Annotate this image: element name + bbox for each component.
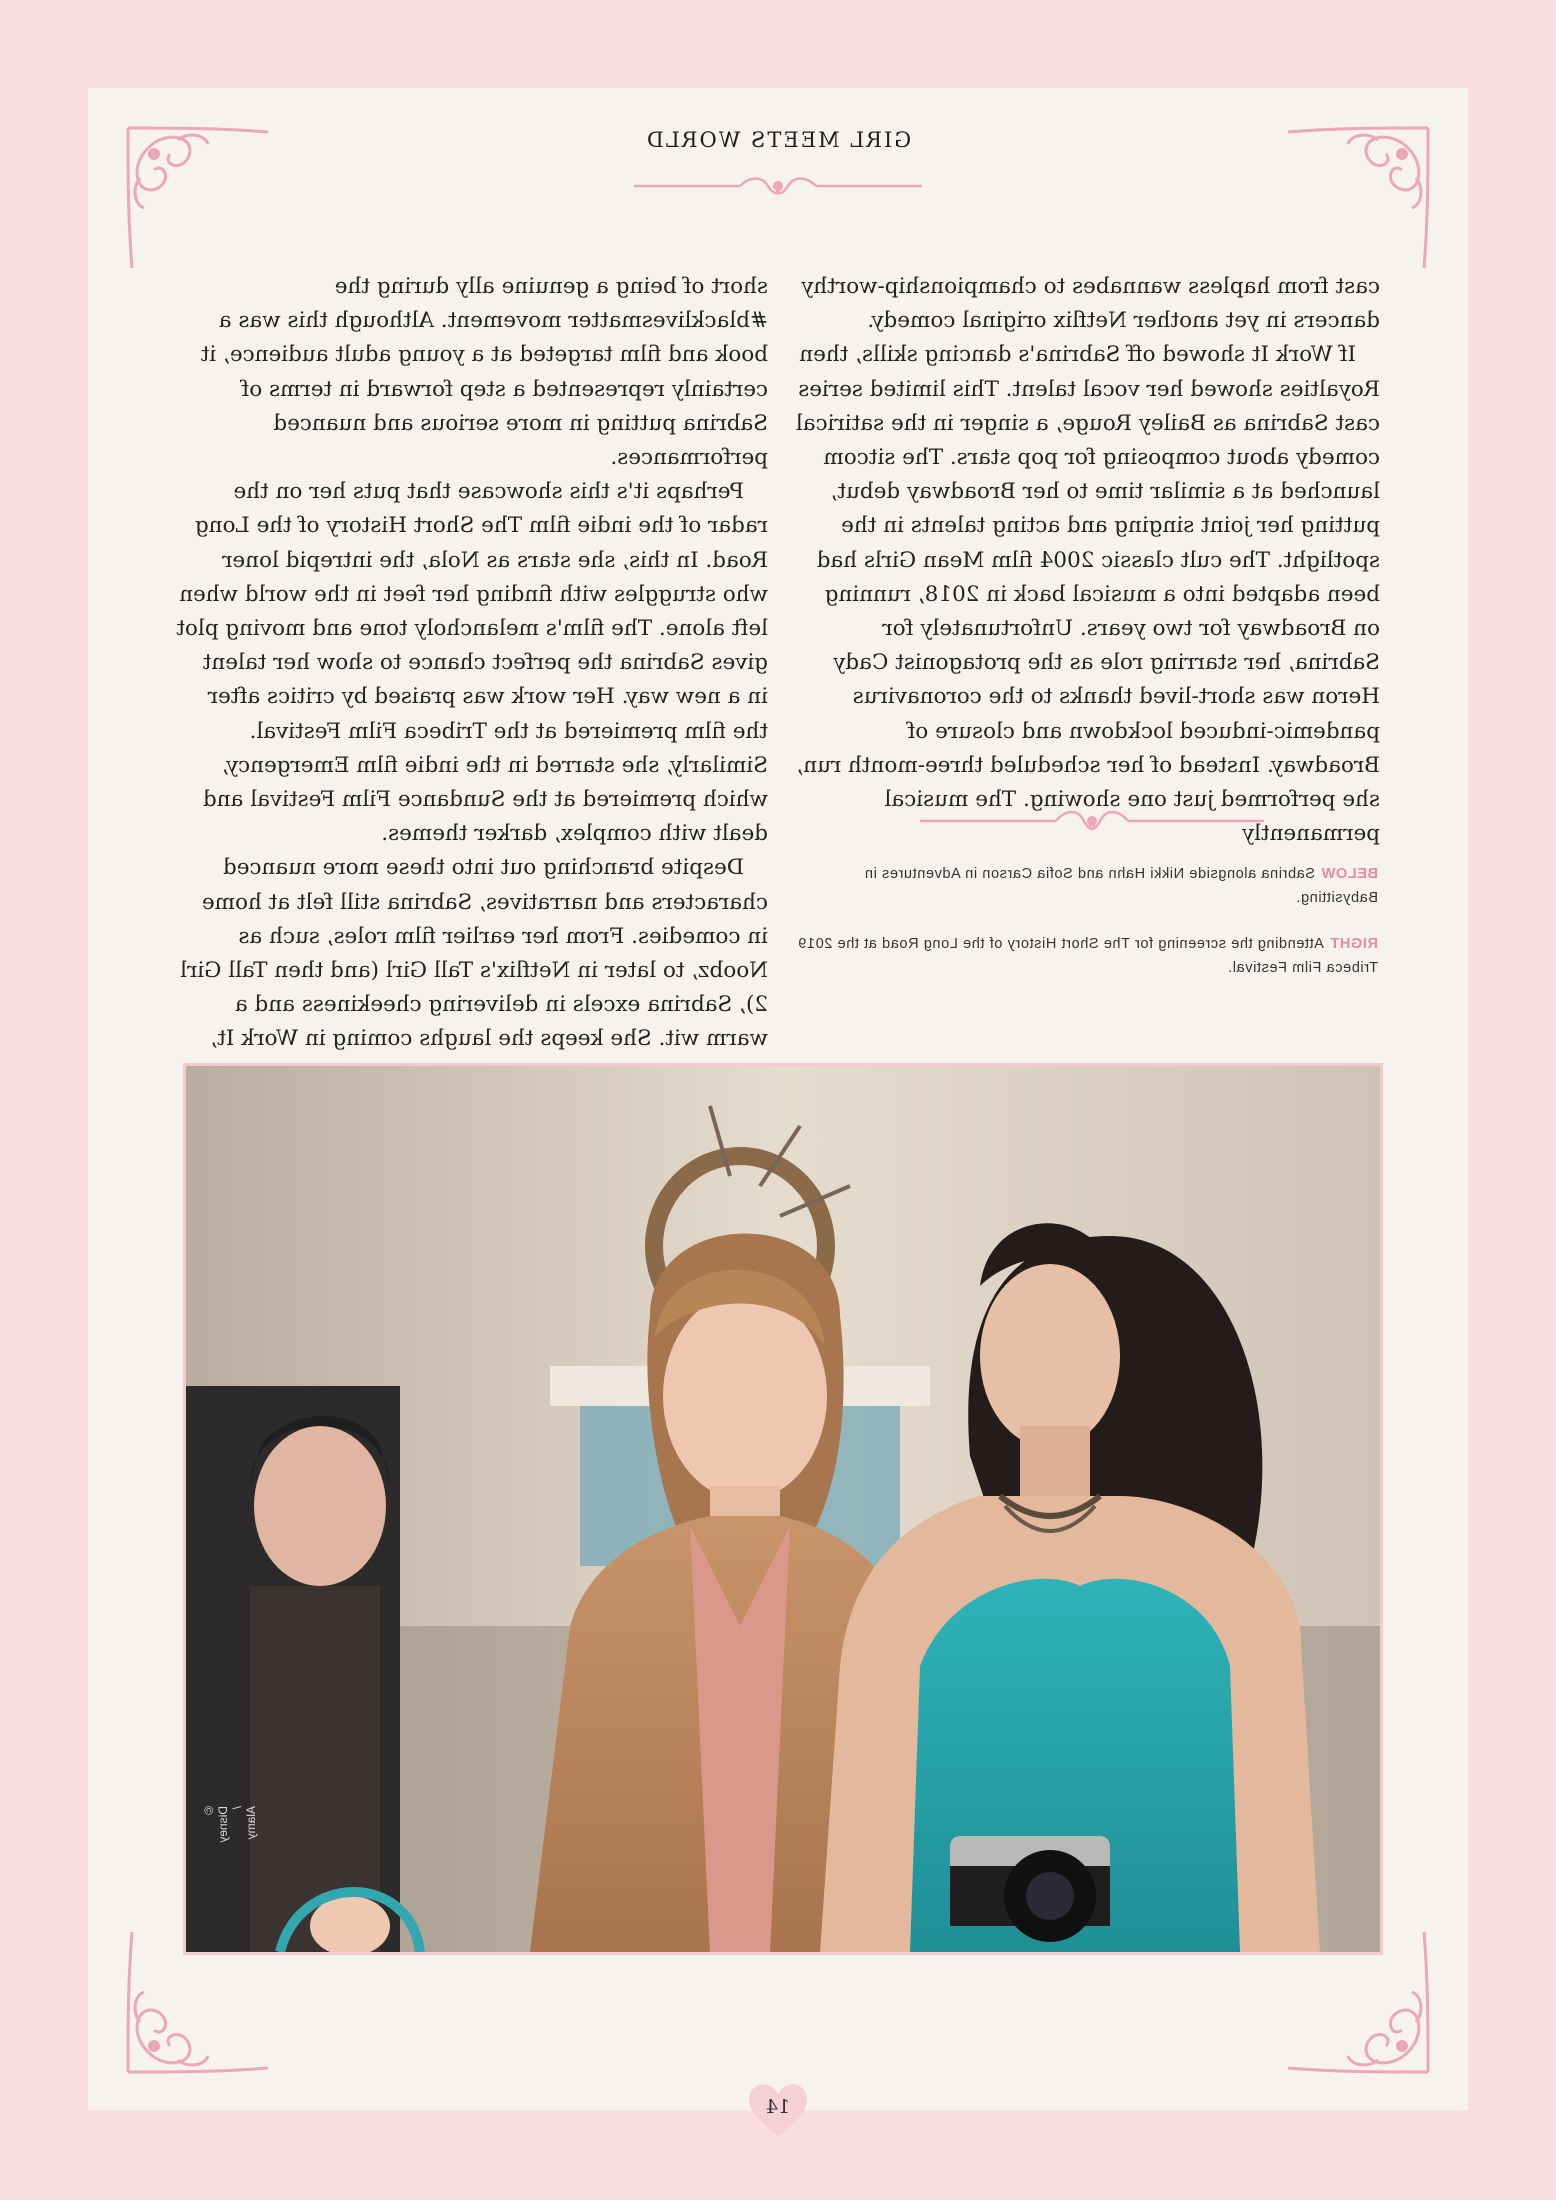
running-header: GIRL MEETS WORLD (644, 128, 912, 152)
header-flourish-icon (630, 172, 926, 200)
photo-credit: © Disney / Alamy (202, 1806, 258, 1843)
column-flourish-icon (916, 806, 1268, 836)
paragraph: Perhaps it's this showcase that puts her on the radar of the indie film The Short History of the Long Road. In this, she stars as Nola, the intrepid loner who struggles with finding her feet in the world when left alone. The film's melancholy tone and moving plot gives Sabrina the perfect chance to show her talent in a new way. Her work was praised by critics after the film premiered at the Tribeca Film Festival. Similarly, she starred in the indie film Emergency, which premiered at the Sundance Film Festival and dealt with complex, darker themes. (176, 479, 768, 847)
article-column-two (794, 270, 1380, 851)
caption-label: BELOW (1321, 866, 1378, 882)
paragraph: short of being a genuine ally during the #blacklivesmatter movement. Although this was a book and film targeted at a young adult audience, it certainly represented a step forward in terms of Sabrina putting in more serious and nuanced performances. (200, 274, 768, 471)
article-column-one (176, 270, 768, 1091)
feature-photo (183, 1063, 1383, 1955)
caption-label: RIGHT (1329, 936, 1378, 952)
page-number-badge (746, 2082, 810, 2138)
paragraph: Despite branching out into these more nuanced characters and narratives, Sabrina still felt at home in comedies. From her earlier film roles, such as Noobz, to later in Netflix's Tall Girl (and then Tall Girl 2), Sabrina excels in delivering cheekiness and a warm wit. She keeps the laughs coming in Work It, (180, 855, 768, 1052)
caption-text: Attending the screening for The Short History of the Long Road at the 2019 Tribeca Film Festival. (797, 936, 1378, 976)
paragraph: If Work It showed off Sabrina's dancing skills, then Royalties showed her vocal talent. This limited series cast Sabrina as Bailey Rouge, a singer in the satirical comedy about composing for pop stars. The sitcom launched at a similar time to her Broadway debut, putting her joint singing and acting talents in the spotlight. The cult classic 2004 film Mean Girls had been adapted into a musical back in 2018, running on Broadway for two years. Unfortunately for Sabrina, her starring role as the protagonist Cady Heron was short-lived thanks to the coronavirus pandemic-induced lockdown and closure of Broadway. Instead of her scheduled three-month run, she performed just one showing. The musical permanently (795, 342, 1380, 847)
caption-right (786, 932, 1378, 980)
photo-illustration-icon (186, 1066, 1380, 1952)
paragraph: cast from hapless wannabes to championship-worthy dancers in yet another Netflix original comedy. (801, 274, 1380, 334)
caption-below (786, 862, 1378, 910)
page-number: 14 (765, 2096, 791, 2118)
caption-text: Sabrina alongside Nikki Hahn and Sofia Carson in Adventures in Babysitting. (864, 866, 1378, 906)
